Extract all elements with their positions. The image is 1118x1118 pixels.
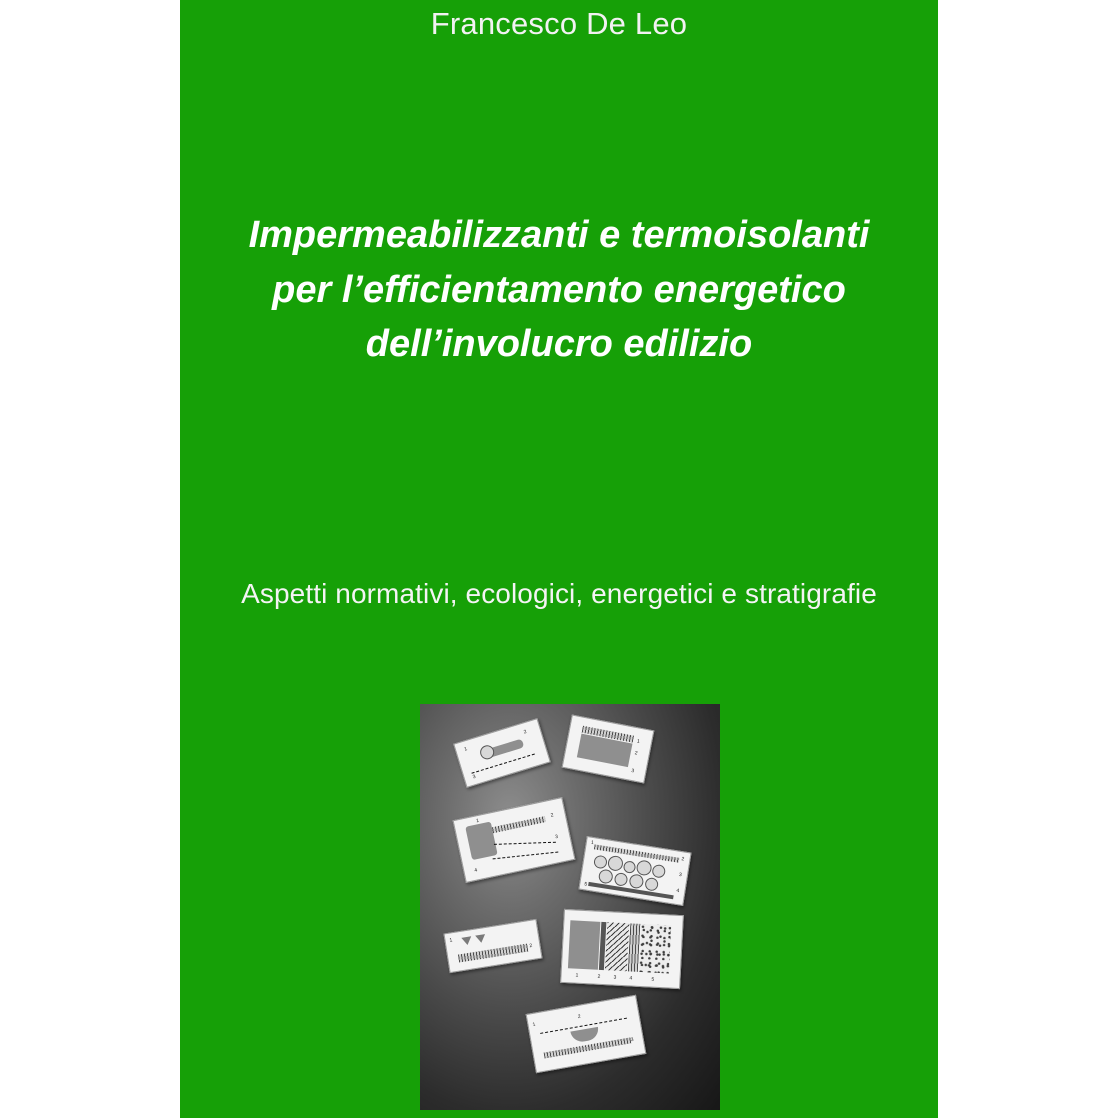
title-line-2: per l’efficientamento energetico: [272, 268, 846, 311]
card-label: 1: [449, 937, 453, 944]
card-label: 3: [472, 773, 477, 781]
diagram-card: [578, 836, 691, 906]
author-name: Francesco De Leo: [430, 6, 688, 41]
card-label: 4: [629, 975, 633, 982]
leader-line: [493, 852, 559, 860]
title-line-3: dell’involucro edilizio: [365, 323, 753, 366]
aggregate-circle: [607, 855, 624, 872]
insulation-layer: [605, 922, 629, 971]
cover-artwork: [420, 704, 720, 1110]
card-label: 2: [523, 728, 528, 736]
aggregate-circle: [628, 873, 644, 889]
card-label: 2: [550, 812, 555, 819]
diagram-card: [560, 909, 684, 989]
card-label: 1: [636, 738, 641, 745]
down-arrow-icon: [475, 934, 486, 943]
card-label: 1: [532, 1021, 536, 1029]
card-label: 3: [630, 1036, 635, 1044]
book-title: [180, 208, 938, 372]
card-label: 2: [529, 942, 533, 950]
aggregate-circle: [623, 860, 637, 874]
card-label: 5: [651, 976, 655, 983]
card-label: 5: [583, 881, 588, 888]
diagram-card: [453, 718, 551, 788]
card-label: 3: [678, 871, 683, 879]
card-label: 2: [680, 856, 685, 863]
card-label: 4: [473, 867, 478, 874]
card-label: 3: [554, 833, 559, 841]
aggregate-circle: [593, 855, 608, 870]
card-label: 1: [475, 817, 480, 825]
card-label: 2: [634, 750, 638, 757]
diagram-card: [453, 797, 576, 883]
card-label: 1: [463, 746, 468, 753]
diagram-card: [526, 995, 647, 1074]
card-label: 2: [577, 1013, 582, 1021]
leader-line: [494, 842, 556, 845]
hatched-layer: [492, 816, 546, 833]
aggregate-circle: [651, 864, 666, 879]
book-subtitle: Aspetti normativi, ecologici, energetici e stratigrafie: [241, 578, 877, 609]
book-cover: [180, 0, 938, 1118]
hatched-layer: [458, 944, 528, 963]
aggregate-circle: [614, 872, 629, 887]
card-label: 3: [613, 974, 617, 981]
card-label: 1: [590, 839, 595, 847]
card-label: 1: [575, 972, 579, 979]
card-label: 3: [630, 767, 635, 775]
card-label: 4: [675, 887, 680, 895]
aggregate-circle: [598, 868, 614, 884]
diagram-card: [562, 714, 655, 783]
concrete-layer: [568, 920, 600, 970]
diagram-card: [443, 919, 542, 973]
down-arrow-icon: [461, 936, 472, 945]
card-label: 2: [597, 973, 601, 980]
aggregate-circle: [644, 877, 659, 892]
title-line-1: Impermeabilizzanti e termoisolanti: [248, 214, 870, 256]
render-layer: [639, 924, 671, 974]
joint-shape: [570, 1027, 600, 1044]
